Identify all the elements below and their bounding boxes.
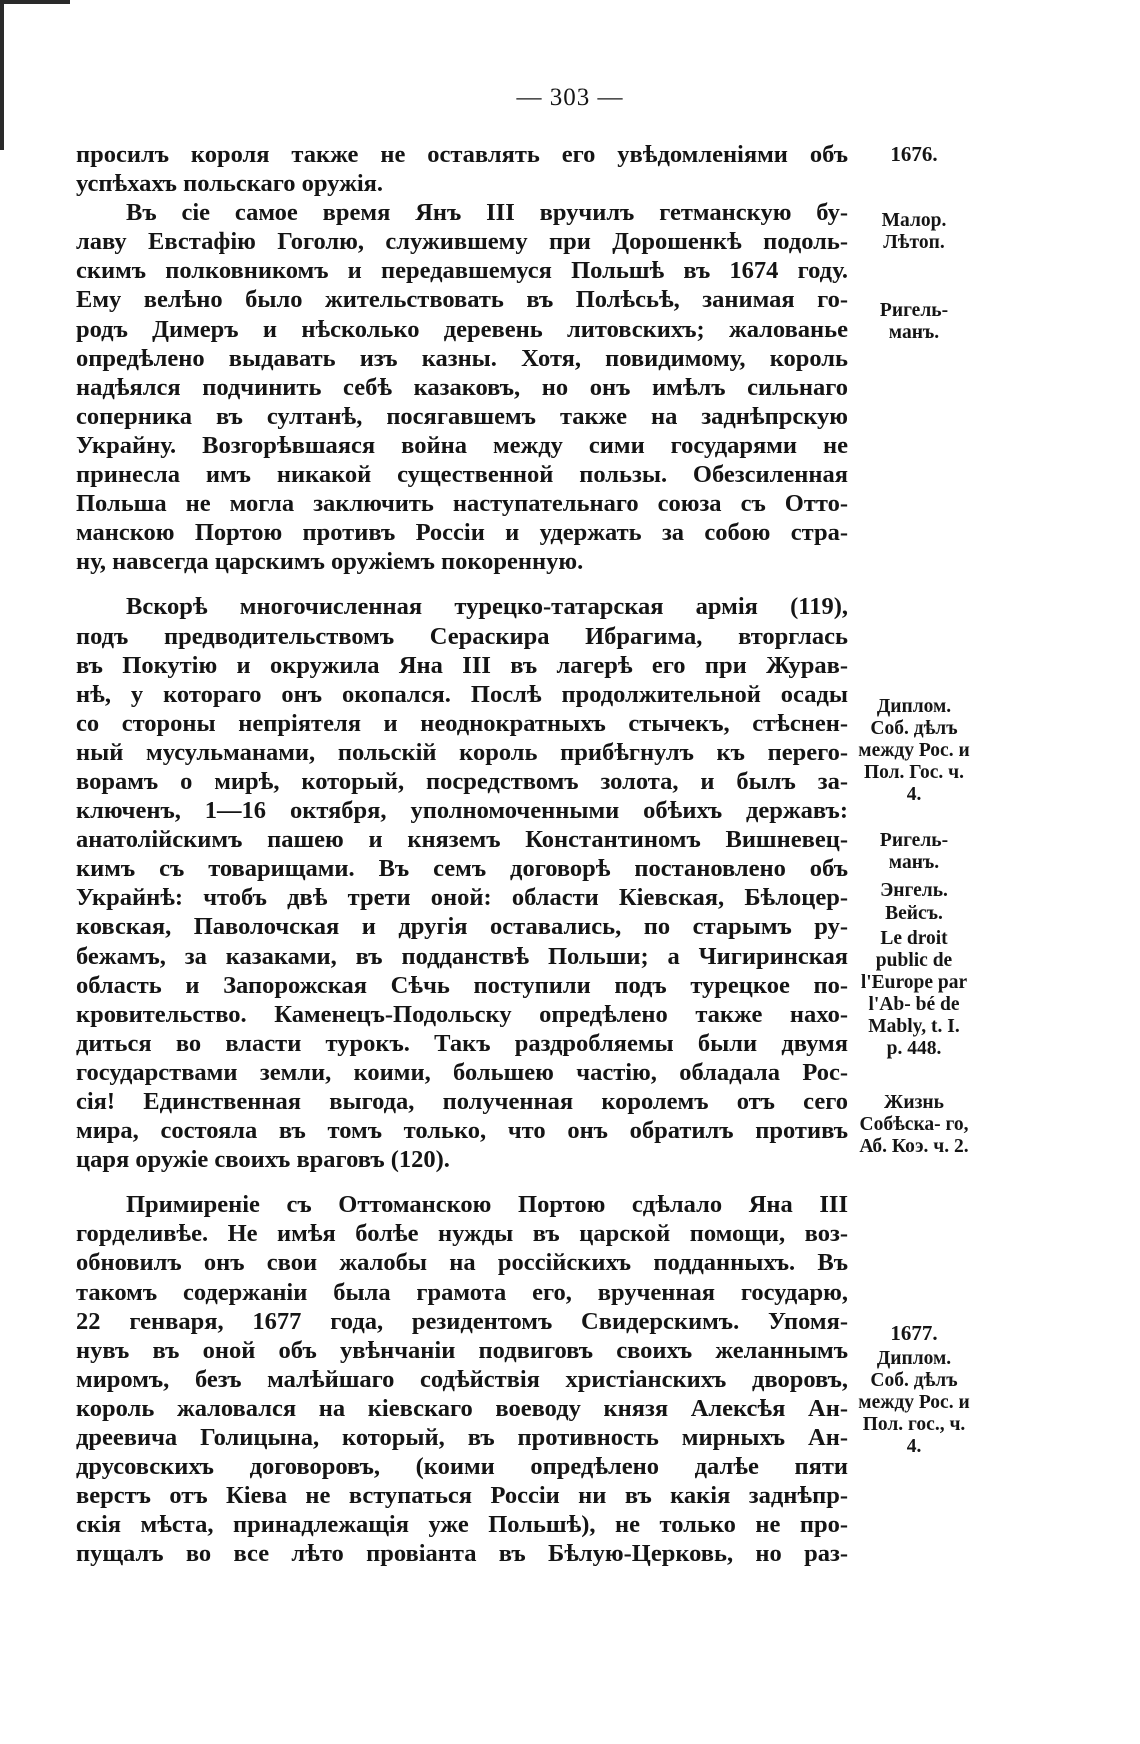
margin-note: Жизнь Собѣска- го, Аб. Коэ. ч. 2. [859,1092,969,1157]
scan-edge-mark [0,0,4,150]
text-line: диться во власти турокъ. Такъ раздробляемы были двумя [76,1029,848,1057]
margin-note-year: 1677. [890,1321,938,1345]
text-line: Въ сіе самое время Янъ III вручилъ гетманскую бу- [126,199,848,227]
text-line: ну, навсегда царскимъ оружіемъ покоренную. [76,548,584,576]
text-line: такомъ содержаніи была грамота его, врученная государю, [76,1278,848,1306]
paragraph [76,592,848,1174]
text-line: ворамъ о мирѣ, который, посредствомъ золота, и былъ за- [76,767,848,795]
paragraph [76,140,848,198]
text-line: ный мусульманами, польскій король прибѣгнулъ къ перего- [76,738,848,766]
text-line: просилъ короля также не оставлять его увѣдомленіями объ [76,141,848,168]
text-line: царя оружіе своихъ враговъ (120). [76,1146,450,1174]
text-line: король жаловался на кіевскаго воеводу князя Алексѣя Ан- [76,1394,848,1422]
text-line: Украйнѣ: чтобъ двѣ трети оной: области Кіевская, Бѣлоцер- [76,884,848,912]
margin-note: Малор. Лѣтоп. [881,210,947,253]
text-line: государствами земли, коими, большею частію, обладала Рос- [76,1058,848,1086]
text-line: подъ предводительствомъ Сераскира Ибрагима, вторглась [76,622,848,650]
text-line: нувъ въ оной объ увѣнчаніи подвиговъ своихъ желаннымъ [76,1336,848,1364]
text-line: миромъ, безъ малѣйшаго содѣйствія христіанскихъ дворовъ, [76,1365,848,1393]
scan-edge-mark-top [0,0,70,4]
text-line: надѣялся подчинить себѣ казаковъ, но онъ имѣлъ сильнаго [76,373,848,401]
text-line: сія! Единственная выгода, полученная королемъ отъ сего [76,1088,848,1115]
paragraph [76,198,848,576]
text-line: кровительство. Каменецъ-Подольску опредѣлено также нахо- [76,1000,848,1028]
page-number: — 303 — [516,84,624,111]
main-text [76,140,848,1569]
margin-note: Вейсъ. [885,903,943,924]
margin-note: Ригель- манъ. [879,830,949,873]
text-line: мира, состояла въ томъ только, что онъ обратилъ противъ [76,1117,848,1145]
text-line: анатолійскимъ пашею и княземъ Константиномъ Вишневец- [76,826,848,854]
text-line: 22 генваря, 1677 года, резидентомъ Свидерскимъ. Упомя- [76,1307,848,1335]
text-line: родъ Димеръ и нѣсколько деревень литовскихъ; жалованье [76,315,848,343]
margin-note-year: 1676. [890,142,938,166]
text-line: область и Запорожская Сѣчь поступили подъ турецкое по- [76,971,848,999]
text-line: Примиреніе съ Оттоманскою Портою сдѣлало Яна III [126,1191,848,1219]
margin-note: Диплом. Соб. дѣлъ между Рос. и Пол. Гос. ч. 4. [858,696,970,805]
margin-note: Энгель. [880,880,948,901]
text-line: нѣ, у котораго онъ окопался. Послѣ продолжительной осады [76,680,848,708]
text-line: Вскорѣ многочисленная турецко-татарская армія (119), [126,593,848,621]
text-line: горделивѣе. Не имѣя болѣе нужды въ царской помощи, воз- [76,1220,848,1248]
text-line: опредѣлено выдавать изъ казны. Хотя, повидимому, король [76,344,848,372]
text-line: кимъ съ товарищами. Въ семъ договорѣ постановлено объ [76,855,848,883]
text-line: принесла имъ никакой существенной пользы. Обезсиленная [76,461,848,489]
margin-note: Ригель- манъ. [879,300,949,343]
text-line: бежамъ, за казаками, въ подданствѣ Польши; а Чигиринская [76,942,848,970]
text-line: соперника въ султанѣ, посягавшемъ также на заднѣпрскую [76,402,848,430]
text-line: со стороны непріятеля и неоднократныхъ стычекъ, стѣснен- [76,709,848,737]
paragraph [76,1190,848,1568]
text-line: манскою Портою противъ Россіи и удержать за собою стра- [76,519,848,547]
text-line: ковская, Паволочская и другія оставались, по старымъ ру- [76,913,848,941]
text-line: успѣхахъ польскаго оружія. [76,170,384,198]
text-line: друсовскихъ договоровъ, (коими опредѣлено далѣе пяти [76,1453,848,1481]
text-line: Ему велѣно было жительствовать въ Полѣсьѣ, занимая го- [76,286,848,314]
text-line: обновилъ онъ свои жалобы на россійскихъ подданныхъ. Въ [76,1249,848,1277]
text-line: верстъ отъ Кіева не вступаться Россіи ни въ какія заднѣпр- [76,1482,848,1510]
text-line: скія мѣста, принадлежащія уже Польшѣ), не только не про- [76,1511,848,1539]
text-line: въ Покутію и окружила Яна III въ лагерѣ его при Журав- [76,651,848,679]
text-line: лаву Евстафію Гоголю, служившему при Дорошенкѣ подоль- [76,228,848,256]
text-line: пущалъ во все лѣто провіанта въ Бѣлую-Церковь, но раз- [76,1540,848,1568]
text-line: дреевича Голицына, который, въ противность мирныхъ Ан- [76,1424,848,1452]
text-line: Украйну. Возгорѣвшаяся война между сими государями не [76,431,848,459]
text-line: Польша не могла заключить наступательнаго союза съ Отто- [76,490,848,518]
text-line: ключенъ, 1—16 октября, уполномоченными обѣихъ державъ: [76,797,848,825]
margin-note: Le droit public de l'Europe par l'Ab- bé de Mably, t. I. p. 448. [860,928,968,1059]
text-line: скимъ полковникомъ и передавшемуся Польшѣ въ 1674 году. [76,257,848,285]
margin-note: Диплом. Соб. дѣлъ между Рос. и Пол. гос., ч. 4. [858,1348,970,1457]
